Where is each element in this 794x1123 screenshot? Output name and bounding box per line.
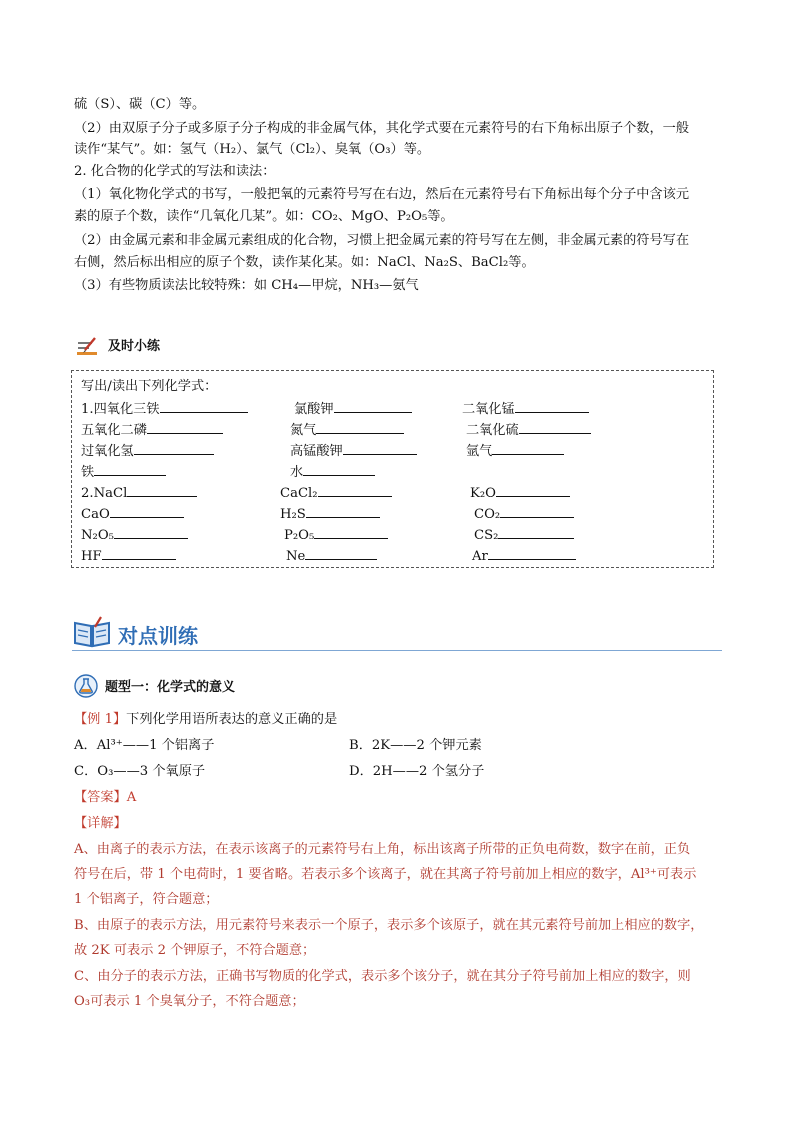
- flask-icon: [74, 674, 98, 698]
- practice-item: CS₂: [474, 525, 574, 545]
- section-divider: [72, 650, 722, 651]
- practice-item: CaCl₂: [280, 483, 392, 503]
- detail-label: 【详解】: [74, 816, 127, 831]
- option-c: C．O₃——3 个氧原子: [74, 764, 206, 779]
- intro-line-2: （2）由双原子分子或多原子分子构成的非金属气体，其化学式要在元素符号的右下角标出原子个数，一般: [74, 121, 690, 136]
- practice-item: K₂O: [470, 483, 570, 503]
- detail-line-7: O₃可表示 1 个臭氧分子，不符合题意；: [74, 994, 305, 1009]
- practice-item: Ne: [286, 546, 377, 566]
- intro-line-9: （3）有些物质读法比较特殊：如 CH₄—甲烷，NH₃—氨气: [74, 278, 419, 293]
- practice-item: 二氧化硫: [466, 420, 591, 440]
- practice-item: 1.四氧化三铁: [81, 399, 248, 419]
- practice-prompt: 写出/读出下列化学式：: [81, 379, 218, 394]
- option-a: A．Al³⁺——1 个铝离子: [74, 738, 215, 753]
- intro-line-3: 读作“某气”。如：氢气（H₂）、氯气（Cl₂）、臭氧（O₃）等。: [74, 142, 431, 157]
- pencil-icon: [76, 336, 98, 358]
- intro-line-5: （1）氧化物化学式的书写，一般把氧的元素符号写在右边，然后在元素符号右下角标出每个分子中含该元: [74, 187, 690, 202]
- practice-item: P₂O₅: [284, 525, 388, 545]
- detail-line-2: 符号在后，带 1 个电荷时，1 要省略。若表示多个该离子，就在其离子符号前加上相应的数字，Al³⁺可表示: [74, 867, 697, 882]
- detail-line-5: 故 2K 可表示 2 个钾原子，不符合题意；: [74, 943, 316, 958]
- detail-line-3: 1 个铝离子，符合题意；: [74, 892, 219, 907]
- intro-line-7: （2）由金属元素和非金属元素组成的化合物，习惯上把金属元素的符号写在左侧，非金属元素的符号写在: [74, 233, 690, 248]
- detail-line-1: A、由离子的表示方法，在表示该离子的元素符号右上角，标出该离子所带的正负电荷数，数字在前，正负: [74, 842, 691, 857]
- option-d: D．2H——2 个氢分子: [349, 764, 485, 779]
- practice-item: 氯酸钾: [294, 399, 412, 419]
- intro-line-6: 素的原子个数，读作“几氧化几某”。如：CO₂、MgO、P₂O₅等。: [74, 209, 454, 224]
- intro-line-4: 2. 化合物的化学式的写法和读法：: [74, 164, 276, 179]
- section-title: 对点训练: [118, 624, 198, 648]
- practice-heading: 及时小练: [108, 339, 161, 354]
- detail-line-4: B、由原子的表示方法，用元素符号来表示一个原子，表示多个该原子，就在其元素符号前加上相应的数字，: [74, 918, 704, 933]
- practice-item: Ar: [472, 546, 576, 566]
- practice-item: 水: [290, 462, 375, 482]
- example-question: 【例 1】下列化学用语所表达的意义正确的是: [74, 712, 338, 727]
- practice-item: 氩气: [466, 441, 564, 461]
- book-icon: [72, 615, 112, 649]
- intro-line-8: 右侧，然后标出相应的原子个数，读作某化某。如：NaCl、Na₂S、BaCl₂等。: [74, 255, 535, 270]
- intro-line-1: 硫（S）、碳（C）等。: [74, 97, 206, 112]
- practice-item: 过氧化氢: [81, 441, 214, 461]
- practice-item: N₂O₅: [81, 525, 188, 545]
- detail-line-6: C、由分子的表示方法，正确书写物质的化学式，表示多个该分子，就在其分子符号前加上相应的数字，则: [74, 969, 691, 984]
- practice-item: 二氧化锰: [462, 399, 589, 419]
- question-type-title: 题型一：化学式的意义: [105, 680, 236, 695]
- practice-box: [71, 370, 714, 568]
- practice-item: HF: [81, 546, 176, 566]
- option-b: B．2K——2 个钾元素: [349, 738, 482, 753]
- practice-item: CO₂: [474, 504, 574, 524]
- example-label: 【例 1】: [74, 712, 127, 727]
- practice-item: 氮气: [290, 420, 404, 440]
- practice-item: H₂S: [280, 504, 380, 524]
- practice-item: 2.NaCl: [81, 483, 197, 503]
- practice-item: 五氧化二磷: [81, 420, 223, 440]
- practice-item: CaO: [81, 504, 184, 524]
- answer-label: 【答案】A: [74, 790, 137, 805]
- practice-item: 高锰酸钾: [290, 441, 417, 461]
- practice-item: 铁: [81, 462, 166, 482]
